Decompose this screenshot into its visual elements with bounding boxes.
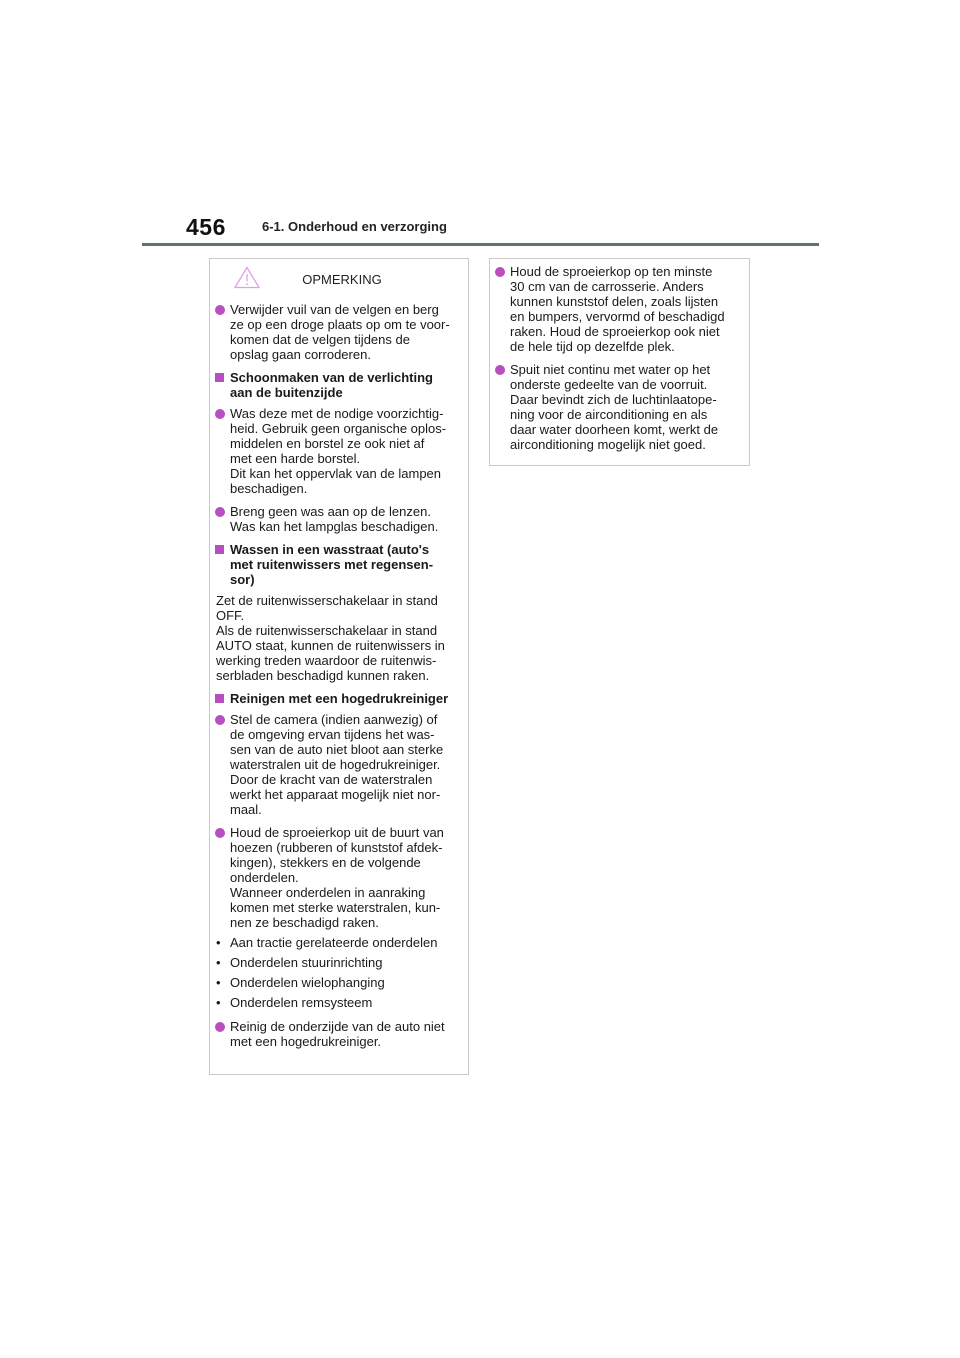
- bullet-text: Houd de sproeierkop op ten minste 30 cm van de carrosserie. Anders kunnen kunststof delen, zoals lijsten en bumpers, vervormd of beschadigd raken. Houd de sproeierkop ook niet de hele tijd op dezelfde plek.: [510, 264, 725, 354]
- circle-bullet-icon: [215, 409, 225, 419]
- list-item: [215, 504, 459, 534]
- bullet-text: Reinig de onderzijde van de auto niet met een hogedrukreiniger.: [230, 1019, 445, 1049]
- circle-bullet-icon: [495, 267, 505, 277]
- dot-marker: •: [216, 995, 221, 1010]
- circle-bullet-icon: [215, 507, 225, 517]
- parts-list: [215, 935, 459, 1010]
- list-item-text: Aan tractie gerelateerde onderdelen: [230, 935, 438, 950]
- bullet-text: Houd de sproeierkop uit de buurt van hoezen (rubberen of kunststof afdek- kingen), stekkers en de volgende onderdelen. Wanneer onderdelen in aanraking komen met sterke waterstralen, kun- nen ze beschadigd raken.: [230, 825, 444, 930]
- list-item-text: Onderdelen remsysteem: [230, 995, 373, 1010]
- notice-box-left: [209, 258, 469, 1075]
- square-marker-icon: [215, 545, 224, 554]
- paragraph: Zet de ruitenwisserschakelaar in stand OFF. Als de ruitenwisserschakelaar in stand AUTO staat, kunnen de ruitenwissers in werking treden waardoor de ruitenwis- serbladen beschadigd kunnen raken.: [216, 593, 445, 683]
- warning-triangle-icon: [234, 266, 260, 289]
- notice-box-right: [489, 258, 750, 466]
- section-title: 6-1. Onderhoud en verzorging: [262, 219, 447, 234]
- subheading: [215, 370, 459, 400]
- subheading-text: Reinigen met een hogedrukreiniger: [230, 691, 449, 706]
- notice-header: [219, 267, 459, 291]
- header-rule: [142, 243, 819, 246]
- circle-bullet-icon: [215, 305, 225, 315]
- bullet-text: Spuit niet continu met water op het onderste gedeelte van de voorruit. Daar bevindt zich de luchtinlaatope- ning voor de airconditioning en als daar water doorheen komt, werkt de airconditioning mogelijk niet goed.: [510, 362, 719, 452]
- list-item: [215, 1019, 459, 1049]
- bullet-text: Was deze met de nodige voorzichtig- heid. Gebruik geen organische oplos- middelen en borstel ze ook niet af met een harde borstel. Dit kan het oppervlak van de lampen beschadigen.: [230, 406, 447, 496]
- square-marker-icon: [215, 373, 224, 382]
- list-item: [215, 712, 459, 817]
- subheading: [215, 691, 459, 706]
- circle-bullet-icon: [495, 365, 505, 375]
- list-item: [215, 975, 459, 990]
- bullet-text: Verwijder vuil van de velgen en berg ze op een droge plaats op om te voor- komen dat de velgen tijdens de opslag gaan corroderen.: [230, 302, 450, 362]
- list-item: [215, 935, 459, 950]
- list-item: [495, 362, 740, 452]
- list-item: [215, 825, 459, 930]
- dot-marker: •: [216, 935, 221, 950]
- circle-bullet-icon: [215, 715, 225, 725]
- subheading-text: Schoonmaken van de verlichting aan de buitenzijde: [230, 370, 433, 400]
- list-item-text: Onderdelen stuurinrichting: [230, 955, 383, 970]
- subheading-text: Wassen in een wasstraat (auto's met ruitenwissers met regensen- sor): [230, 542, 434, 587]
- notice-label: OPMERKING: [302, 271, 382, 287]
- dot-marker: •: [216, 955, 221, 970]
- subheading: [215, 542, 459, 587]
- bullet-text: Breng geen was aan op de lenzen. Was kan het lampglas beschadigen.: [230, 504, 439, 534]
- bullet-text: Stel de camera (indien aanwezig) of de omgeving ervan tijdens het was- sen van de auto niet bloot aan sterke waterstralen uit de hogedrukreiniger. Door de kracht van de waterstralen werkt het apparaat mogelijk niet nor- maal.: [230, 712, 444, 817]
- square-marker-icon: [215, 694, 224, 703]
- list-item: [215, 302, 459, 362]
- circle-bullet-icon: [215, 828, 225, 838]
- dot-marker: •: [216, 975, 221, 990]
- list-item-text: Onderdelen wielophanging: [230, 975, 385, 990]
- list-item: [215, 406, 459, 496]
- page-number: 456: [186, 214, 226, 240]
- circle-bullet-icon: [215, 1022, 225, 1032]
- list-item: [495, 264, 740, 354]
- list-item: [215, 995, 459, 1010]
- list-item: [215, 955, 459, 970]
